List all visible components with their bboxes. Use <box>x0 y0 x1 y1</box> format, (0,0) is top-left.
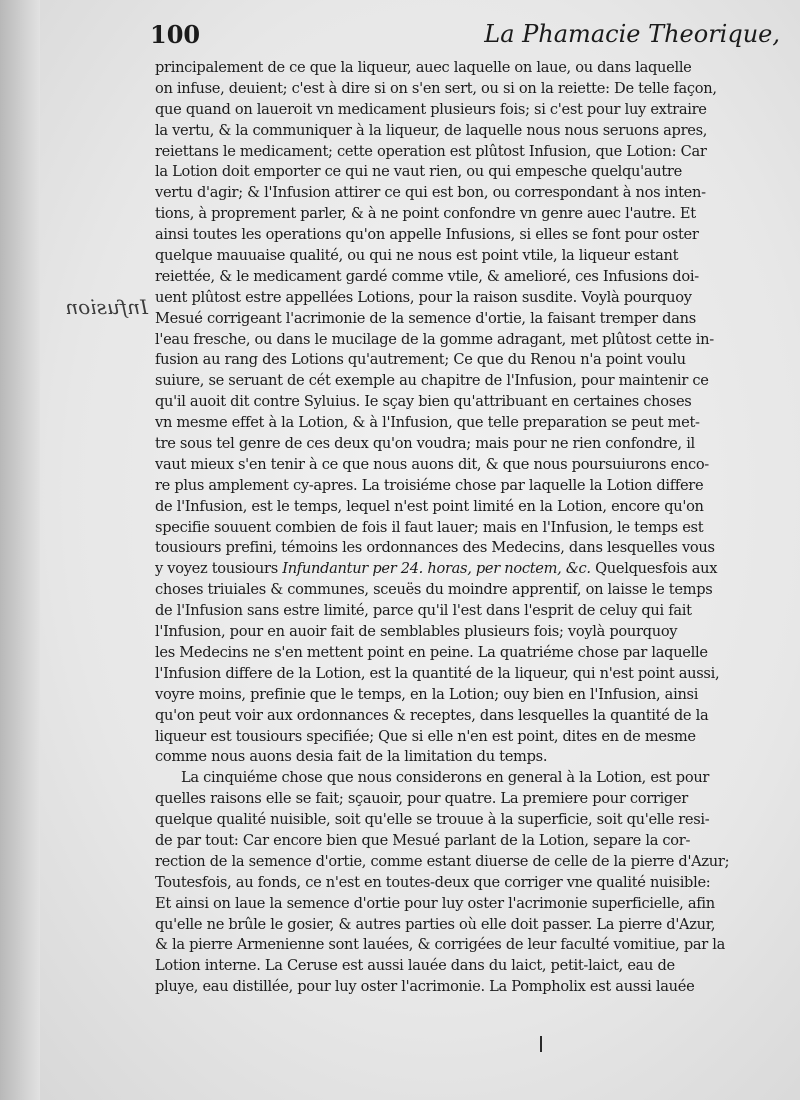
margin-note: Infusion <box>65 295 148 319</box>
text-line: reiettée, & le medicament gardé comme vtile, & amelioré, ces Infusions doi- <box>155 267 699 285</box>
text-line: vaut mieux s'en tenir à ce que nous auons dit, & que nous poursuiurons enco- <box>155 455 709 473</box>
text-line: qu'elle ne brûle le gosier, & autres parties où elle doit passer. La pierre d'Azur, <box>155 915 716 933</box>
text-line: que quand on laueroit vn medicament plusieurs fois; si c'est pour luy extraire <box>155 100 707 118</box>
text-line: quelque qualité nuisible, soit qu'elle se trouue à la superficie, soit qu'elle resi- <box>155 811 710 829</box>
latin-formula: Infundantur per 24. horas, per noctem, &c. <box>282 560 591 578</box>
signature-mark <box>540 1036 542 1052</box>
text-line: choses triuiales & communes, sceuës du moindre apprentif, on laisse le temps <box>155 581 713 599</box>
text-line: Toutesfois, au fonds, ce n'est en toutes-deux que corriger vne qualité nuisible: <box>155 873 711 891</box>
text-line: les Medecins ne s'en mettent point en peine. La quatriéme chose par laquelle <box>155 643 708 661</box>
text-line: ainsi toutes les operations qu'on appelle Infusions, si elles se font pour oster <box>155 226 699 244</box>
text-line: quelque mauuaise qualité, ou qui ne nous est point vtile, la liqueur estant <box>155 247 679 265</box>
text-line: specifie souuent combien de fois il faut lauer; mais en l'Infusion, le temps est <box>155 518 704 536</box>
page-number: 100 <box>150 20 201 49</box>
text-line: Et ainsi on laue la semence d'ortie pour luy oster l'acrimonie superficielle, afin <box>155 894 715 912</box>
text-line: comme nous auons desia fait de la limitation du temps. <box>155 748 548 766</box>
text-line: vn mesme effet à la Lotion, & à l'Infusion, que telle preparation se peut met- <box>155 414 700 432</box>
text-line: l'eau fresche, ou dans le mucilage de la gomme adragant, met plûtost cette in- <box>155 330 714 348</box>
text-line: tousiours prefini, témoins les ordonnances des Medecins, dans lesquelles vous <box>155 539 715 557</box>
text-line: pluye, eau distillée, pour luy oster l'acrimonie. La Pompholix est aussi lauée <box>155 978 695 996</box>
text-line: La cinquiéme chose que nous considerons en general à la Lotion, est pour <box>181 769 710 787</box>
text-line: on infuse, deuient; c'est à dire si on s'en sert, ou si on la reiette: De telle façon, <box>155 79 717 97</box>
text-line: la vertu, & la communiquer à la liqueur, de laquelle nous nous seruons apres, <box>155 121 708 139</box>
text-line: la Lotion doit emporter ce qui ne vaut rien, ou qui empesche quelqu'autre <box>155 163 682 181</box>
text-line: suiure, se seruant de cét exemple au chapitre de l'Infusion, pour maintenir ce <box>155 372 709 390</box>
text-line: uent plûtost estre appellées Lotions, pour la raison susdite. Voylà pourquoy <box>155 288 692 306</box>
text-line: qu'on peut voir aux ordonnances & receptes, dans lesquelles la quantité de la <box>155 706 709 724</box>
text-line: tions, à proprement parler, & à ne point confondre vn genre auec l'autre. Et <box>155 205 696 223</box>
text-line: qu'il auoit dit contre Syluius. Ie sçay bien qu'attribuant en certaines choses <box>155 393 692 411</box>
page-header <box>150 18 780 52</box>
text-line: l'Infusion, pour en auoir fait de semblables plusieurs fois; voylà pourquoy <box>155 623 678 641</box>
text-line: de l'Infusion, est le temps, lequel n'est point limité en la Lotion, encore qu'on <box>155 497 704 515</box>
text-line: liqueur est tousiours specifiée; Que si elle n'en est point, dites en de mesme <box>155 727 696 745</box>
text-line: voyre moins, prefinie que le temps, en la Lotion; ouy bien en l'Infusion, ainsi <box>155 685 699 703</box>
text-line: y voyez tousiours Infundantur per 24. horas, per noctem, &c. Quelquesfois aux <box>155 560 718 578</box>
text-line: quelles raisons elle se fait; sçauoir, pour quatre. La premiere pour corriger <box>155 790 688 808</box>
text-line: rection de la semence d'ortie, comme estant diuerse de celle de la pierre d'Azur; <box>155 852 730 870</box>
text-line: principalement de ce que la liqueur, auec laquelle on laue, ou dans laquelle <box>155 59 692 76</box>
text-line: Lotion interne. La Ceruse est aussi lauée dans du laict, petit-laict, eau de <box>155 957 675 975</box>
running-title: La Phamacie Theorique, <box>484 20 780 48</box>
text-line: re plus amplement cy-apres. La troisiéme chose par laquelle la Lotion differe <box>155 476 704 494</box>
text-line: l'Infusion differe de la Lotion, est la quantité de la liqueur, qui n'est point aussi, <box>155 664 720 682</box>
text-line: tre sous tel genre de ces deux qu'on voudra; mais pour ne rien confondre, il <box>155 435 695 453</box>
text-line: vertu d'agir; & l'Infusion attirer ce qui est bon, ou correspondant à nos inten- <box>155 184 706 202</box>
text-line: fusion au rang des Lotions qu'autrement; Ce que du Renou n'a point voulu <box>155 351 686 369</box>
binding-edge <box>0 0 40 1100</box>
text-line: de l'Infusion sans estre limité, parce qu'il l'est dans l'esprit de celuy qui fait <box>155 602 692 620</box>
body-text <box>155 58 767 998</box>
text-line: & la pierre Armenienne sont lauées, & corrigées de leur faculté vomitiue, par la <box>155 936 726 954</box>
text-line: Mesué corrigeant l'acrimonie de la semence d'ortie, la faisant tremper dans <box>155 309 696 327</box>
text-line: reiettans le medicament; cette operation est plûtost Infusion, que Lotion: Car <box>155 142 707 160</box>
text-line: de par tout: Car encore bien que Mesué parlant de la Lotion, separe la cor- <box>155 831 691 849</box>
